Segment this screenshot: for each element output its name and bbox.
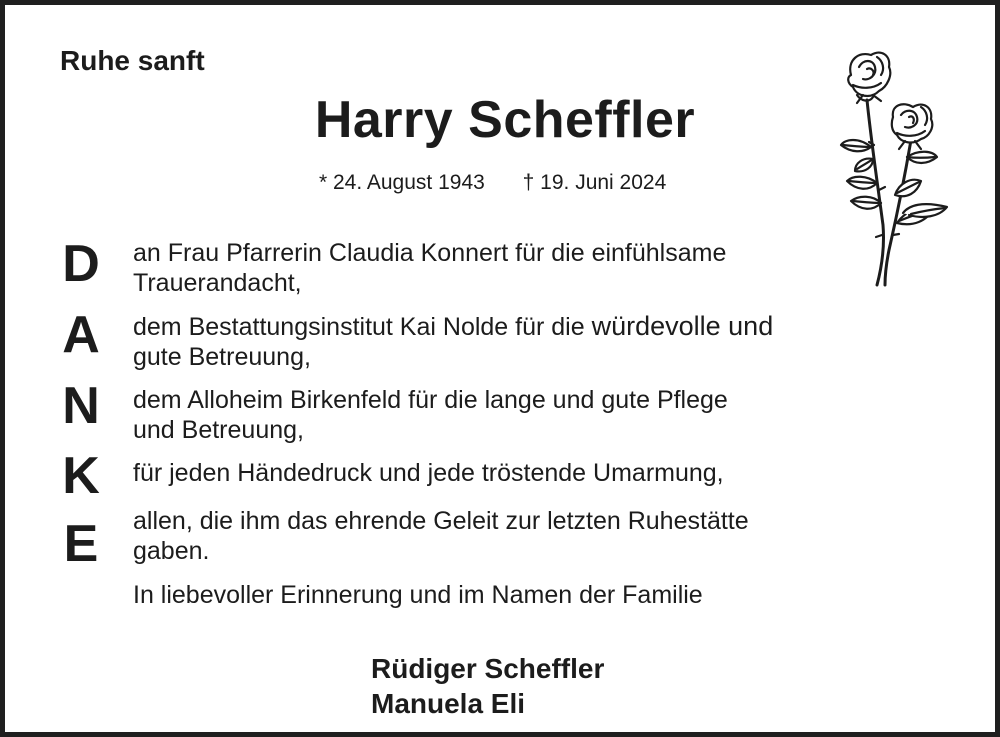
birth-date: * 24. August 1943	[319, 171, 485, 194]
rose-icon	[833, 45, 953, 290]
thanks-line: dem Bestattungsinstitut Kai Nolde für die würdevolle und	[133, 311, 774, 341]
death-date: † 19. Juni 2024	[522, 171, 667, 194]
danke-letter-n: N	[62, 377, 100, 435]
thanks-entry-handshakes	[133, 458, 724, 488]
danke-letter-a: A	[62, 306, 100, 364]
thanks-entry-pastor	[133, 238, 726, 298]
thanks-line: dem Alloheim Birkenfeld für die lange und gute Pflege	[133, 386, 728, 414]
life-dates	[319, 171, 666, 195]
danke-letter-k: K	[62, 447, 100, 505]
headline: Ruhe sanft	[60, 45, 205, 76]
closing-line: In liebevoller Erinnerung und im Namen der Familie	[133, 581, 703, 609]
signer-name: Manuela Eli	[371, 688, 526, 719]
thanks-entry-care-home	[133, 385, 728, 445]
thanks-line: Trauerandacht,	[133, 269, 302, 297]
thanks-line: allen, die ihm das ehrende Geleit zur letzten Ruhestätte	[133, 507, 749, 535]
thanks-entry-funeral-home	[133, 311, 773, 372]
thanks-line: gute Betreuung,	[133, 343, 311, 371]
danke-letter-d: D	[62, 235, 100, 293]
signer-name: Rüdiger Scheffler	[371, 653, 605, 684]
thanks-line: für jeden Händedruck und jede tröstende Umarmung,	[133, 459, 724, 487]
thanks-line: an Frau Pfarrerin Claudia Konnert für die einfühlsame	[133, 239, 727, 267]
thanks-line: gaben.	[133, 537, 210, 565]
thanks-entry-mourners	[133, 506, 749, 566]
deceased-name: Harry Scheffler	[314, 91, 696, 149]
thanks-line: und Betreuung,	[133, 416, 304, 444]
danke-letter-e: E	[63, 515, 99, 573]
